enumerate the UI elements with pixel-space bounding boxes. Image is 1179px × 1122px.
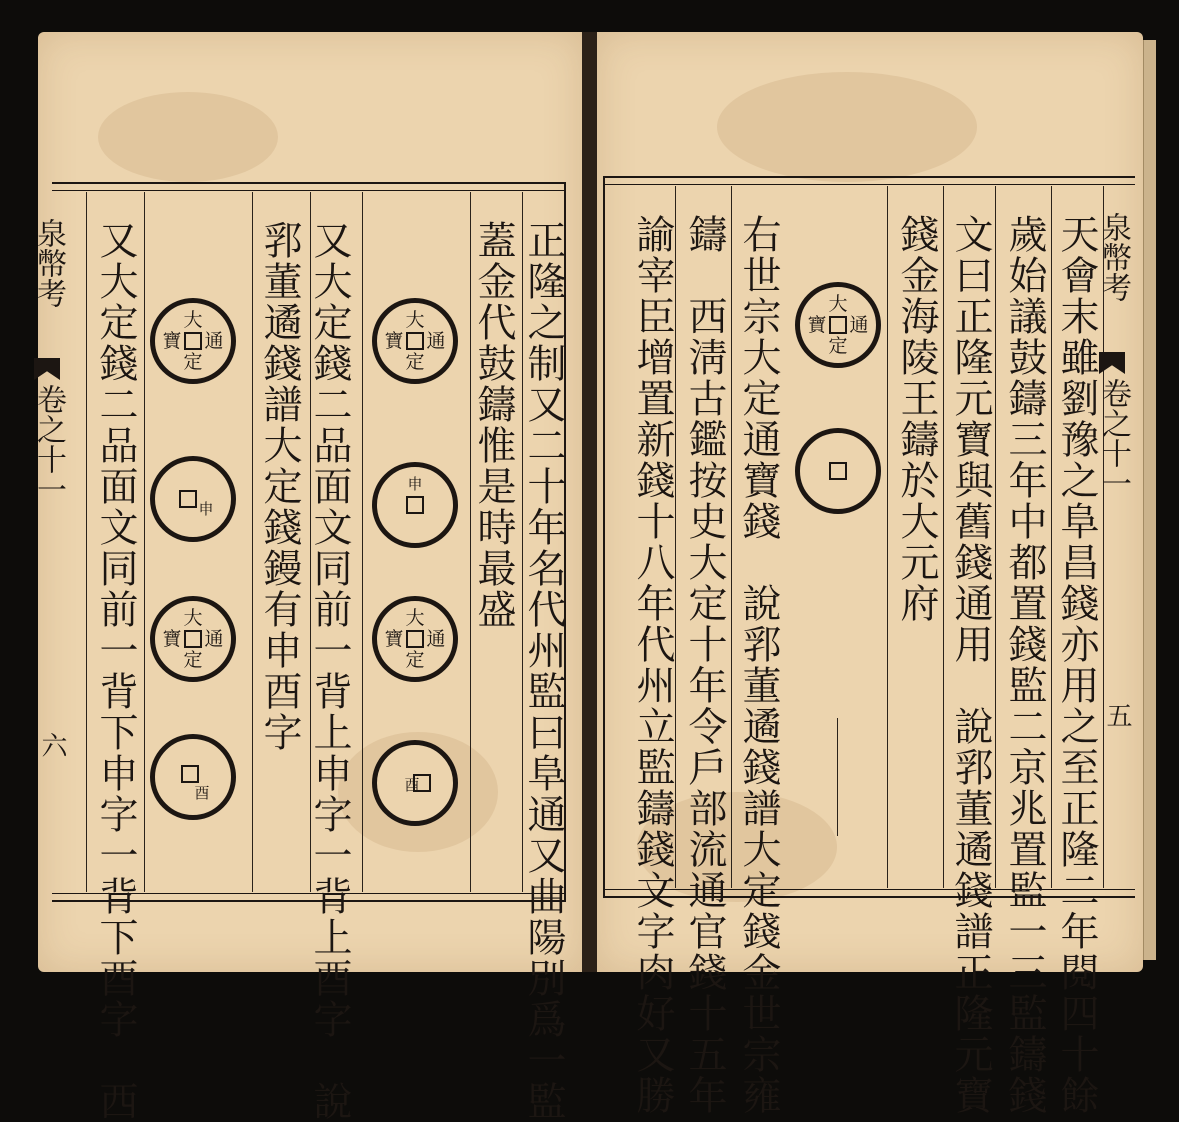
right-page — [597, 32, 1143, 1116]
coin-illustration-reverse: 申 — [372, 462, 458, 548]
banxin-title: 泉幣考 — [31, 218, 66, 308]
coin-illustration-obverse: 大 通 定 寶 — [372, 596, 458, 682]
text-column: 又大定錢二品面文同前一背下申字一背下酉字 西 — [93, 220, 138, 1122]
coin-illustration-reverse — [795, 428, 881, 514]
coin-illustration-obverse: 大 通 定 寶 — [150, 298, 236, 384]
right-text-frame — [603, 176, 1135, 1116]
text-column: 諭宰臣增置新錢十八年代州立監鑄錢文字肉好又勝 — [630, 214, 675, 1116]
coin-illustration-reverse: 酉 — [150, 734, 236, 820]
text-column: 郛董遹錢譜大定錢鏝有申酉字 — [257, 220, 302, 753]
coin-illustration-obverse: 大 通 定 寶 — [795, 282, 881, 368]
text-column: 鑄 西淸古鑑按史大定十年令戶部流通官錢十五年 — [682, 214, 727, 1116]
text-column: 蓋金代鼓鑄惟是時最盛 — [471, 220, 516, 630]
coin-illustration-reverse: 酉 — [372, 740, 458, 826]
folio-number: 六 — [37, 732, 67, 758]
page-edge — [1143, 40, 1156, 960]
book-gutter — [582, 32, 597, 972]
folio-number: 五 — [1102, 702, 1132, 728]
banxin-juan: 卷之十一 — [1096, 378, 1131, 498]
text-column: 歲始議鼓鑄三年中都置錢監二京兆置監一三監鑄錢 — [1002, 214, 1047, 1116]
blank-column-rule — [837, 718, 838, 836]
text-column: 文曰正隆元寶與舊錢通用 說郛董遹錢譜正隆元寶 — [948, 214, 993, 1116]
text-column: 天會末雖劉豫之阜昌錢亦用之至正隆二年閱四十餘 — [1054, 214, 1099, 1116]
left-text-frame — [52, 182, 566, 1122]
text-column: 又大定錢二品面文同前一背上申字一背上酉字 說 — [307, 220, 352, 1122]
banxin-title: 泉幣考 — [1096, 212, 1131, 302]
coin-illustration-obverse: 大 通 定 寶 — [372, 298, 458, 384]
text-column: 正隆之制又二十年名代州監曰阜通又曲陽別爲一監 — [521, 220, 566, 1122]
banxin-juan: 卷之十一 — [31, 384, 66, 504]
fishtail-mark — [34, 358, 60, 380]
left-page — [31, 32, 582, 1122]
coin-illustration-reverse: 申 — [150, 456, 236, 542]
coin-illustration-obverse: 大 通 定 寶 — [150, 596, 236, 682]
text-column: 右世宗大定通寶錢 說郛董遹錢譜大定錢金世宗雍 — [736, 214, 781, 1116]
text-column: 錢金海陵王鑄於大元府 — [894, 214, 939, 624]
